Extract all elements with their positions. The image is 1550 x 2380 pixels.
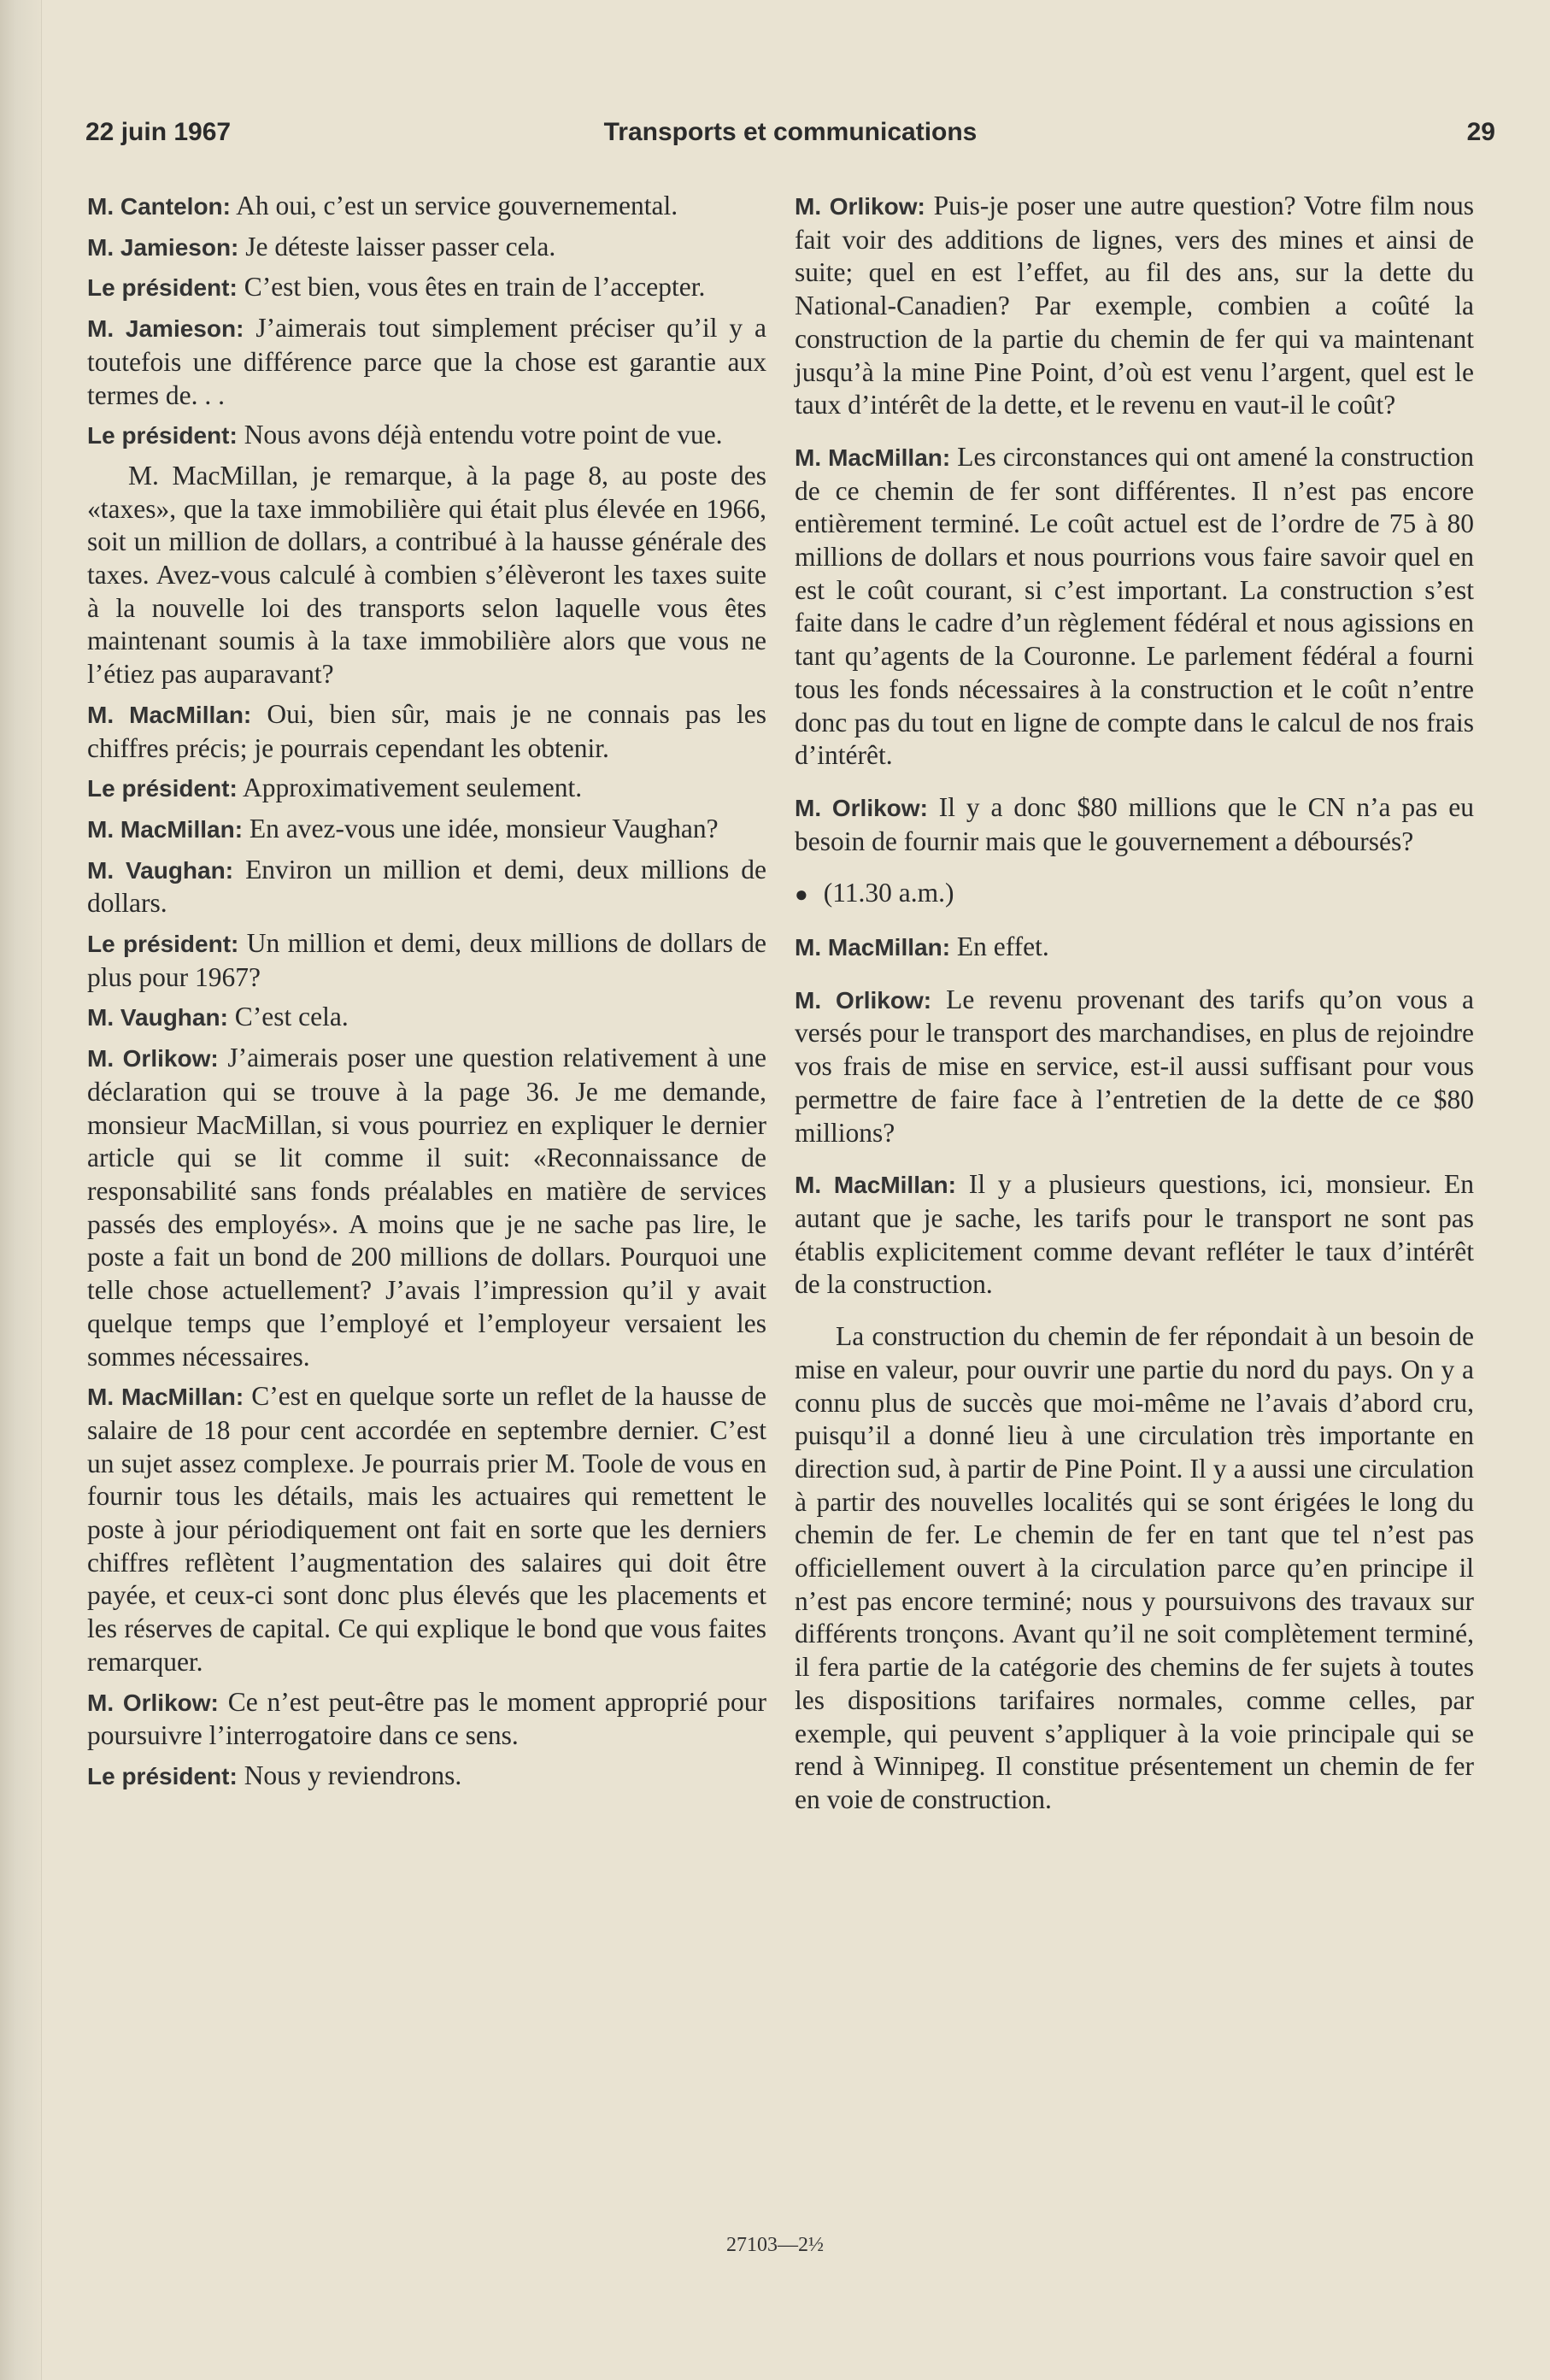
- paragraph-text: Environ un million et demi, deux millions de dollars.: [87, 854, 766, 919]
- speaker-label: M. Orlikow:: [87, 1689, 219, 1716]
- paragraph: [87, 460, 766, 691]
- paragraph: [87, 419, 766, 453]
- speaker-label: M. Jamieson:: [87, 233, 239, 261]
- paragraph: [795, 791, 1474, 858]
- speaker-label: M. MacMillan:: [795, 1172, 956, 1199]
- printer-signature: 27103—2½: [726, 2234, 824, 2256]
- paragraph: [87, 1001, 766, 1035]
- paragraph: [87, 231, 766, 265]
- speaker-label: M. Orlikow:: [795, 794, 928, 821]
- paragraph: [795, 984, 1474, 1150]
- paragraph-text: Approximativement seulement.: [242, 773, 583, 803]
- paragraph-text: (11.30 a.m.): [823, 878, 954, 908]
- speaker-label: Le président:: [87, 274, 238, 302]
- right-column: [795, 190, 1474, 1836]
- paragraph: [87, 772, 766, 806]
- page-number: 29: [1466, 118, 1495, 146]
- paragraph: [87, 190, 766, 224]
- time-marker: [795, 877, 1474, 912]
- paragraph: [87, 312, 766, 412]
- paragraph-text: Il y a plusieurs questions, ici, monsieur. En autant que je sache, les tarifs pour le transport ne sont pas établis explicitement comme devant refléter le taux d’intérêt de la construction.: [795, 1169, 1475, 1300]
- paragraph: [795, 1320, 1474, 1817]
- speaker-label: M. Vaughan:: [87, 856, 234, 884]
- speaker-label: M. Cantelon:: [87, 193, 231, 220]
- paragraph-text: Je déteste laisser passer cela.: [245, 231, 556, 262]
- header-date: 22 juin 1967: [85, 118, 232, 146]
- speaker-label: M. MacMillan:: [87, 701, 252, 728]
- paragraph-text: Ce n’est peut-être pas le moment approprié pour poursuivre l’interrogatoire dans ce sens.: [87, 1686, 767, 1751]
- speaker-label: M. Orlikow:: [795, 986, 932, 1014]
- paragraph: [795, 1168, 1474, 1302]
- paragraph: [87, 854, 766, 920]
- paragraph-text: J’aimerais tout simplement préciser qu’il y a toutefois une différence parce que la chose est garantie aux termes de. . .: [87, 313, 767, 410]
- paragraph: [87, 813, 766, 847]
- paragraph: [87, 1686, 766, 1753]
- left-column: [87, 190, 766, 1801]
- paragraph-text: Les circonstances qui ont amené la construction de ce chemin de fer sont différentes. Il n’est pas encore entièrement terminé. Le coût actuel est de l’ordre de 75 à 80 millions de dollars et nous pourrions vous faire savoir quel en est le coût courant, si c’est important. La construction s’est faite dans le cadre d’un règlement fédéral et nous agissions en tant qu’agents de la Couronne. Le parlement fédéral a fourni tous les fonds nécessaires à la construction et le coût n’entre donc pas du tout en ligne de compte dans le calcul de nos frais d’intérêt.: [795, 441, 1475, 771]
- paragraph: [87, 271, 766, 305]
- speaker-label: M. MacMillan:: [87, 815, 244, 843]
- paragraph-text: Nous y reviendrons.: [244, 1760, 462, 1790]
- paragraph: [795, 441, 1474, 773]
- page-header: [85, 118, 1495, 161]
- paragraph-text: Le revenu provenant des tarifs qu’on vous a versés pour le transport des marchandises, en plus de rejoindre vos frais de mise en service, est-il aussi suffisant pour vous permettre de faire face à l’entretien de la dette de ce $80 millions?: [795, 984, 1474, 1148]
- paragraph-text: La construction du chemin de fer répondait à un besoin de mise en valeur, pour ouvrir une partie du nord du pays. On y a connu plus de succès que moi-même ne l’avais d’abord cru, puisqu’il a donné lieu à une circulation très importante en direction sud, à partir de Pine Point. Il y a aussi une circulation à partir des nouvelles localités qui se sont érigées le long du chemin de fer. Le chemin de fer en tant que tel n’est pas officiellement ouvert à la circulation parce qu’en principe il n’est pas encore terminé; nous y poursuivons des travaux sur différents tronçons. Avant qu’il ne soit complètement terminé, il fera partie de la catégorie des chemins de fer sujets à toutes les dispositions tarifaires normales, comme celles, par exemple, qui peuvent s’appliquer à la voie principale qui se rend à Winnipeg. Il constitue présentement un chemin de fer en voie de construction.: [795, 1321, 1474, 1814]
- paragraph-text: Puis-je poser une autre question? Votre film nous fait voir des additions de lignes, vers des mines et ainsi de suite; quel en est l’effet, au fil des ans, sur la dette du National-Canadien? Par exemple, combien a coûté la construction de la partie du chemin de fer qui va maintenant jusqu’à la mine Pine Point, d’où est venu l’argent, quel est le taux d’intérêt de la dette, et le revenu en vaut-il le coût?: [795, 191, 1474, 420]
- speaker-label: M. MacMillan:: [795, 444, 951, 471]
- paragraph-text: Oui, bien sûr, mais je ne connais pas les chiffres précis; je pourrais cependant les obtenir.: [87, 698, 766, 763]
- paragraph-text: En avez-vous une idée, monsieur Vaughan?: [249, 813, 719, 843]
- book-binding-edge: [0, 0, 42, 2380]
- speaker-label: M. Orlikow:: [87, 1045, 219, 1072]
- paragraph-text: M. MacMillan, je remarque, à la page 8, au poste des «taxes», que la taxe immobilière qui était plus élevée en 1966, soit un million de dollars, a contribué à la hausse générale des taxes. Avez-vous calculé à combien s’élèveront les taxes suite à la nouvelle loi des transports selon laquelle vous êtes maintenant soumis à la taxe immobilière alors que vous ne l’étiez pas auparavant?: [87, 460, 766, 690]
- speaker-label: Le président:: [87, 422, 238, 450]
- paragraph-text: C’est cela.: [234, 1002, 349, 1032]
- speaker-label: Le président:: [87, 931, 239, 958]
- speaker-label: M. MacMillan:: [87, 1384, 244, 1411]
- paragraph: [87, 927, 766, 994]
- paragraph-text: C’est bien, vous êtes en train de l’accepter.: [244, 272, 706, 303]
- speaker-label: M. MacMillan:: [795, 934, 951, 961]
- paragraph-text: Il y a donc $80 millions que le CN n’a pas eu besoin de fournir mais que le gouvernement a déboursés?: [795, 791, 1475, 856]
- paragraph: [87, 1760, 766, 1794]
- paragraph: [87, 1042, 766, 1373]
- speaker-label: M. Vaughan:: [87, 1004, 228, 1031]
- paragraph-text: C’est en quelque sorte un reflet de la hausse de salaire de 18 pour cent accordée en septembre dernier. C’est un sujet assez complexe. Je pourrais prier M. Toole de vous en fournir tous les détails, mais les actuaires qui remettent le poste à jour périodiquement ont fait en sorte que les derniers chiffres reflètent l’augmentation des salaires qui doit être payée, et ceux-ci sont donc plus élevés que les placements et les réserves de capital. Ce qui explique le bond que vous faites remarquer.: [87, 1381, 767, 1677]
- speaker-label: Le président:: [87, 775, 238, 802]
- paragraph-text: Un million et demi, deux millions de dollars de plus pour 1967?: [87, 928, 767, 992]
- paragraph: [795, 931, 1474, 965]
- header-title: Transports et communications: [603, 118, 978, 146]
- speaker-label: M. Jamieson:: [87, 315, 244, 343]
- paragraph: [87, 698, 766, 765]
- paragraph-text: Nous avons déjà entendu votre point de vue.: [244, 420, 723, 450]
- speaker-label: M. Orlikow:: [795, 193, 925, 220]
- bullet-icon: ●: [795, 882, 808, 908]
- paragraph-text: En effet.: [956, 931, 1049, 962]
- speaker-label: Le président:: [87, 1762, 238, 1789]
- paragraph-text: Ah oui, c’est un service gouvernemental.: [236, 191, 678, 220]
- paragraph-text: J’aimerais poser une question relativement à une déclaration qui se trouve à la page 36. Je me demande, monsieur MacMillan, si vous pourriez en expliquer le dernier article qui se lit comme il suit: «Reconnaissance de responsabilité sans fonds préalables en matière de services passés des employés». A moins que je ne sache pas lire, le poste a fait un bond de 200 millions de dollars. Pourquoi une telle chose actuellement? J’avais l’impression qu’il y avait quelque temps que l’employé et l’employeur versaient les sommes nécessaires.: [87, 1043, 766, 1372]
- paragraph: [87, 1380, 766, 1678]
- paragraph: [795, 190, 1474, 422]
